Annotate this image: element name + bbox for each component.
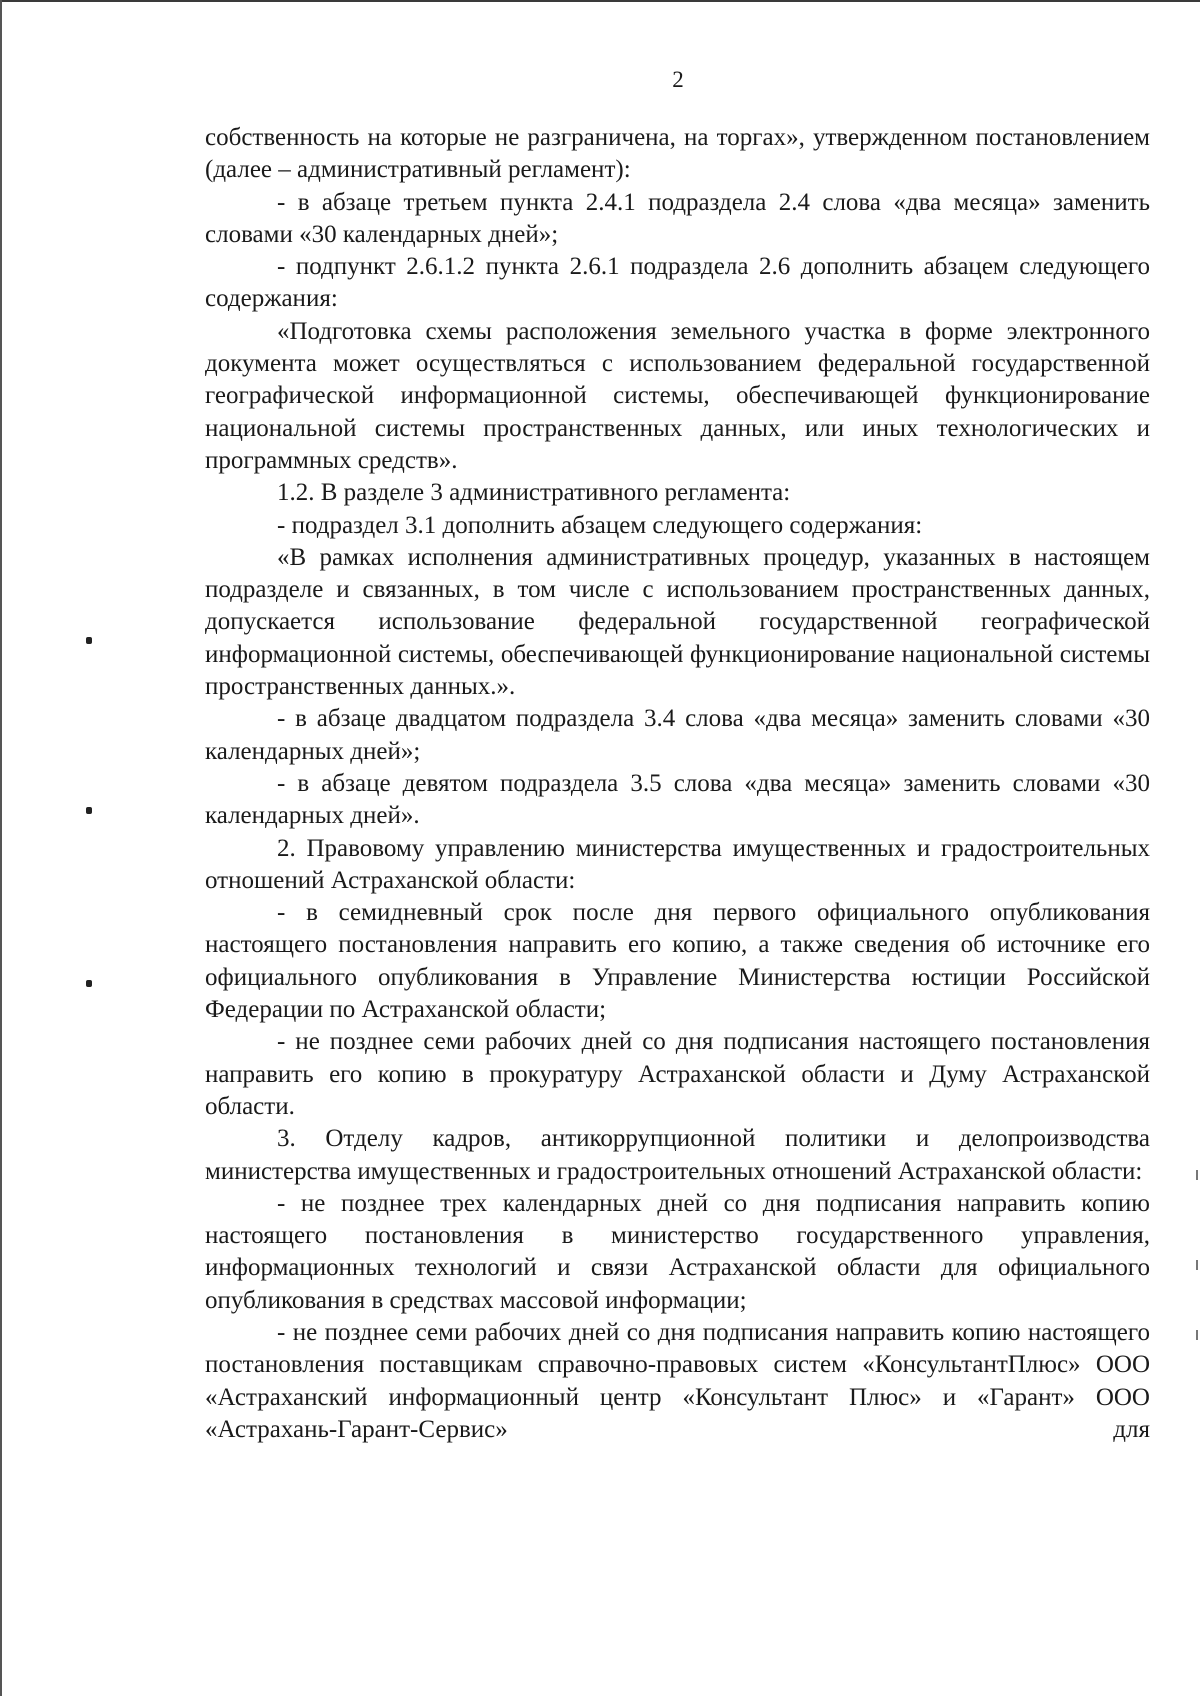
paragraph: 1.2. В разделе 3 административного регламента: [277, 479, 791, 507]
scan-edge-mark [1196, 1170, 1198, 1180]
paragraph: - подпункт 2.6.1.2 пункта 2.6.1 подраздела 2.6 дополнить абзацем следующего содержания: [205, 253, 1150, 313]
paragraph: - не позднее семи рабочих дней со дня подписания настоящего постановления направить его копию в прокуратуру Астраханской области и Думу Астраханской области. [205, 1028, 1150, 1120]
scan-speck [86, 637, 92, 644]
document-body [205, 122, 1150, 1446]
paragraph: «Подготовка схемы расположения земельного участка в форме электронного документа может осуществляться с использованием федеральной государственной географической информационной системы, обеспечивающей функционирование национальной системы пространственных данных, или иных технологических и программных средств». [205, 317, 1150, 474]
paragraph: «В рамках исполнения административных процедур, указанных в настоящем подразделе и связанных, в том числе с использованием пространственных данных, допускается использование федеральной государственной географической информационной системы, обеспечивающей функционирование национальной системы пространственных данных.». [205, 543, 1150, 701]
paragraph: собственность на которые не разграничена, на торгах», утвержденном постановлением (далее – административный регламент): [205, 124, 1150, 184]
paragraph: 3. Отделу кадров, антикоррупционной политики и делопроизводства министерства имущественных и градостроительных отношений Астраханской области: [205, 1125, 1150, 1185]
page-number: 2 [672, 67, 684, 92]
paragraph: - в абзаце двадцатом подраздела 3.4 слова «два месяца» заменить словами «30 календарных дней»; [205, 705, 1150, 765]
paragraph: - в абзаце девятом подраздела 3.5 слова «два месяца» заменить словами «30 календарных дней». [205, 769, 1150, 830]
paragraph: 2. Правовому управлению министерства имущественных и градостроительных отношений Астраханской области: [205, 834, 1150, 894]
scan-edge-mark [1196, 1260, 1198, 1270]
scan-speck [86, 980, 92, 987]
paragraph: - в абзаце третьем пункта 2.4.1 подраздела 2.4 слова «два месяца» заменить словами «30 календарных дней»; [205, 188, 1150, 248]
paragraph: - в семидневный срок после дня первого официального опубликования настоящего постановления направить его копию, а также сведения об источнике его официального опубликования в Управление Министерства юстиции Российской Федерации по Астраханской области; [205, 899, 1150, 1024]
scan-edge-top [0, 0, 1200, 2]
paragraph: - подраздел 3.1 дополнить абзацем следующего содержания: [277, 511, 923, 539]
scan-edge-left [0, 0, 2, 1696]
scan-edge-mark [1196, 1330, 1198, 1340]
paragraph: - не позднее семи рабочих дней со дня подписания направить копию настоящего постановления поставщикам справочно-правовых систем «КонсультантПлюс» ООО «Астраханский информационный центр «Консультант Плюс» и «Гарант» ООО «Астрахань-Гарант-Сервис» для [205, 1318, 1150, 1443]
scan-speck [86, 807, 92, 814]
paragraph: - не позднее трех календарных дней со дня подписания направить копию настоящего постановления в министерство государственного управления, информационных технологий и связи Астраханской области для официального опубликования в средствах массовой информации; [205, 1189, 1150, 1314]
